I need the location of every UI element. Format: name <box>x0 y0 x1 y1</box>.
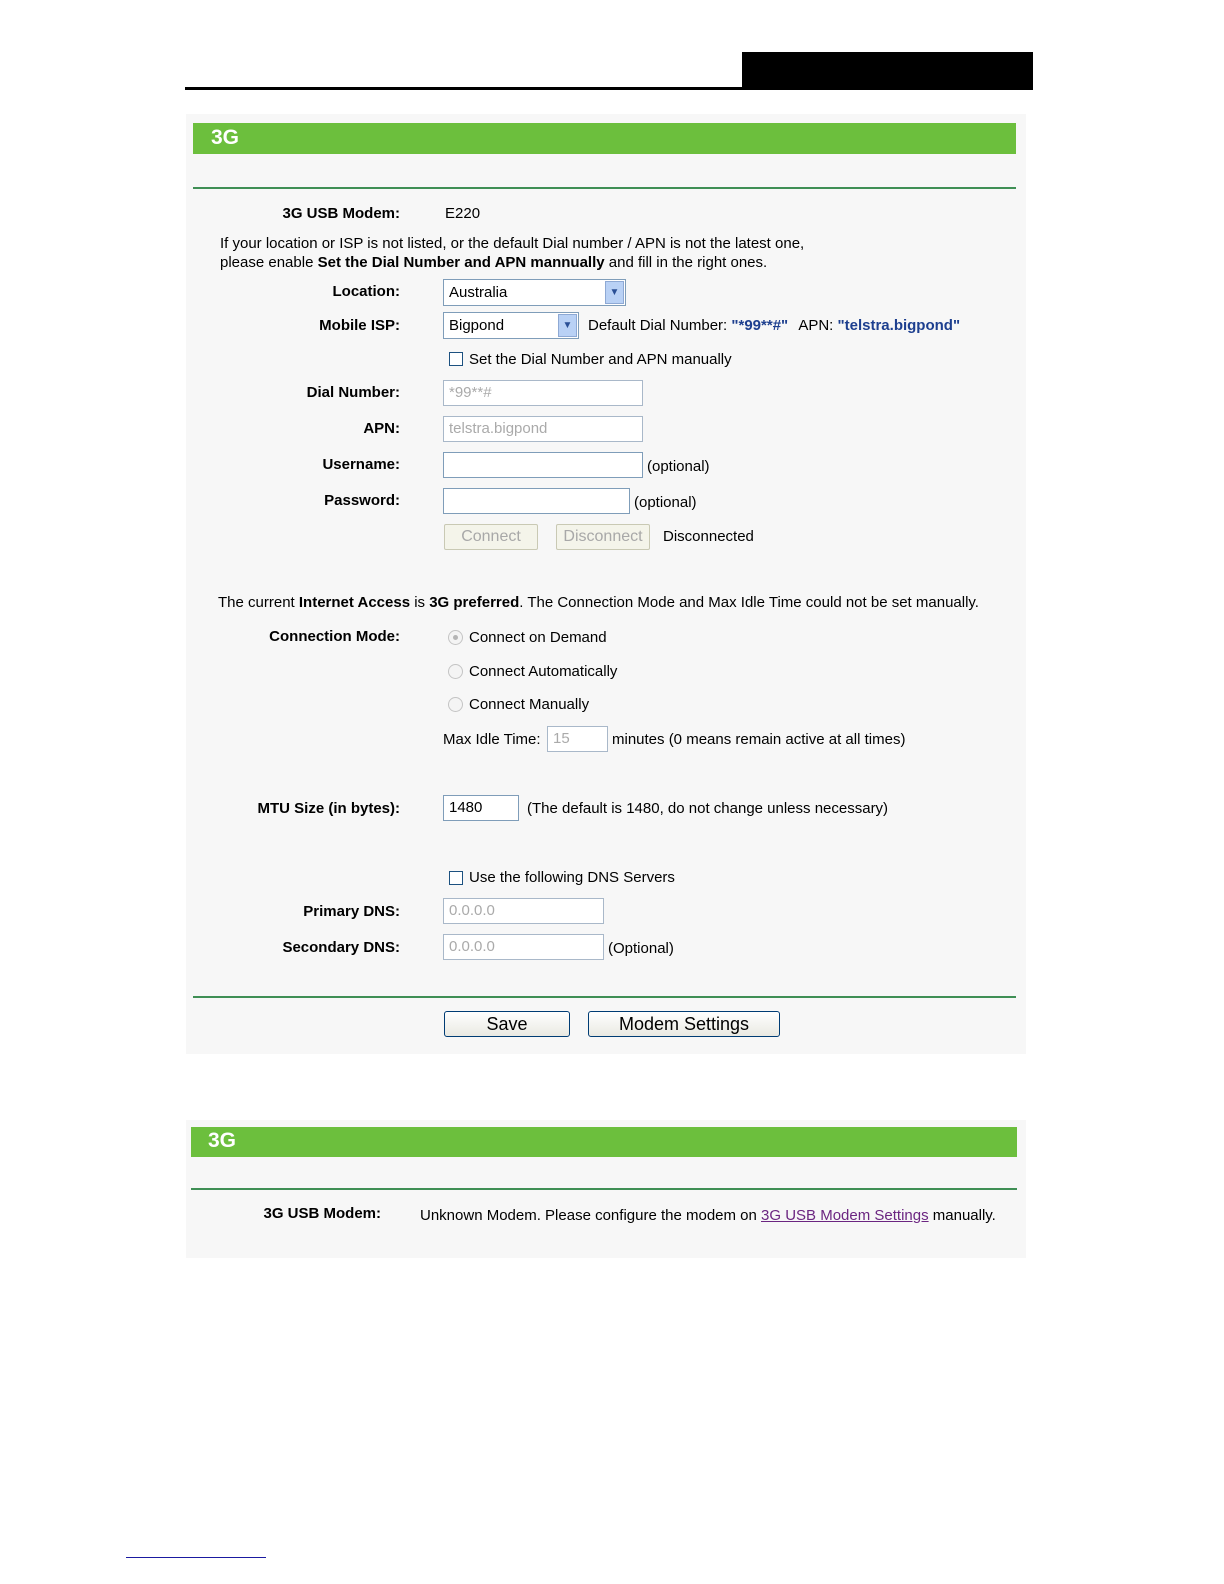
password-input[interactable] <box>443 488 630 514</box>
header-black-box <box>742 52 1033 90</box>
internet-access-note <box>218 594 979 611</box>
radio-dot <box>453 635 458 640</box>
connect-button[interactable]: Connect <box>444 524 538 550</box>
panel-title-bar <box>193 123 1016 154</box>
divider-bottom <box>193 996 1016 998</box>
radio-label-on-demand: Connect on Demand <box>469 629 607 646</box>
location-label: Location: <box>332 283 400 300</box>
radio-connect-automatically[interactable] <box>448 664 463 679</box>
access-bold-1: Internet Access <box>298 594 411 611</box>
isp-label: Mobile ISP: <box>319 317 400 334</box>
modem-label: 3G USB Modem: <box>263 1205 381 1222</box>
connection-mode-label: Connection Mode: <box>269 628 400 645</box>
manual-dial-checkbox-label: Set the Dial Number and APN manually <box>469 351 732 368</box>
isp-select-value: Bigpond <box>449 317 505 334</box>
disconnect-button[interactable]: Disconnect <box>556 524 650 550</box>
note-bold: Set the Dial Number and APN mannually <box>317 254 605 271</box>
max-idle-hint: minutes (0 means remain active at all times) <box>612 731 906 748</box>
username-input[interactable] <box>443 452 643 478</box>
dns-checkbox-label: Use the following DNS Servers <box>469 869 675 886</box>
secondary-dns-label: Secondary DNS: <box>282 939 400 956</box>
username-label: Username: <box>322 456 400 473</box>
location-select-value: Australia <box>449 284 508 301</box>
footer-rule <box>126 1557 266 1558</box>
password-label: Password: <box>324 492 400 509</box>
dns-checkbox[interactable] <box>449 871 463 885</box>
secondary-dns-hint: (Optional) <box>608 940 674 957</box>
note-line-2 <box>220 254 767 271</box>
dial-number-label: Dial Number: <box>306 384 400 401</box>
header-rule <box>185 87 1033 90</box>
panel-title: 3G <box>208 1129 237 1152</box>
modem-value: E220 <box>445 205 481 222</box>
radio-label-automatically: Connect Automatically <box>469 663 618 680</box>
location-select[interactable] <box>443 279 626 306</box>
chevron-down-icon[interactable]: ▼ <box>558 314 577 337</box>
default-apn-value: "telstra.bigpond" <box>837 317 961 334</box>
message-suffix: manually. <box>928 1207 996 1224</box>
max-idle-label: Max Idle Time: <box>443 731 541 748</box>
access-prefix: The current <box>218 594 299 611</box>
manual-dial-checkbox[interactable] <box>449 352 463 366</box>
radio-connect-manually[interactable] <box>448 697 463 712</box>
save-button[interactable]: Save <box>444 1011 570 1037</box>
radio-label-manually: Connect Manually <box>469 696 590 713</box>
username-hint: (optional) <box>647 458 710 475</box>
note-suffix: and fill in the right ones. <box>604 254 768 271</box>
dial-number-input[interactable]: *99**# <box>443 380 643 406</box>
mtu-hint: (The default is 1480, do not change unless necessary) <box>527 800 889 817</box>
access-bold-2: 3G preferred <box>429 594 520 611</box>
password-hint: (optional) <box>634 494 697 511</box>
access-mid: is <box>410 594 430 611</box>
note-line-1: If your location or ISP is not listed, or the default Dial number / APN is not the latest one, <box>220 235 805 252</box>
modem-label: 3G USB Modem: <box>282 205 400 222</box>
modem-settings-link[interactable]: 3G USB Modem Settings <box>761 1207 929 1224</box>
panel-3g-configured <box>186 114 1026 1054</box>
default-dial-label: Default Dial Number: <box>588 317 732 334</box>
unknown-modem-message <box>420 1207 996 1224</box>
radio-connect-on-demand[interactable] <box>448 630 463 645</box>
isp-select[interactable] <box>443 312 579 339</box>
divider-top <box>191 1188 1017 1190</box>
chevron-down-icon[interactable]: ▼ <box>605 281 624 304</box>
note-prefix: please enable <box>220 254 318 271</box>
default-dial-value: "*99**#" <box>731 317 789 334</box>
default-apn-label: APN: <box>798 317 838 334</box>
panel-title-bar <box>191 1127 1017 1157</box>
access-suffix: . The Connection Mode and Max Idle Time could not be set manually. <box>519 594 979 611</box>
message-prefix: Unknown Modem. Please configure the modem on <box>420 1207 762 1224</box>
primary-dns-label: Primary DNS: <box>303 903 400 920</box>
divider-top <box>193 187 1016 189</box>
modem-settings-button[interactable]: Modem Settings <box>588 1011 780 1037</box>
default-dial-info <box>588 317 960 334</box>
secondary-dns-input[interactable]: 0.0.0.0 <box>443 934 604 960</box>
mtu-label: MTU Size (in bytes): <box>257 800 400 817</box>
max-idle-input[interactable]: 15 <box>547 726 608 752</box>
apn-input[interactable]: telstra.bigpond <box>443 416 643 442</box>
panel-3g-unknown <box>186 1120 1026 1258</box>
primary-dns-input[interactable]: 0.0.0.0 <box>443 898 604 924</box>
connection-status: Disconnected <box>663 528 754 545</box>
panel-title: 3G <box>211 126 240 149</box>
apn-label: APN: <box>363 420 400 437</box>
mtu-input[interactable]: 1480 <box>443 795 519 821</box>
